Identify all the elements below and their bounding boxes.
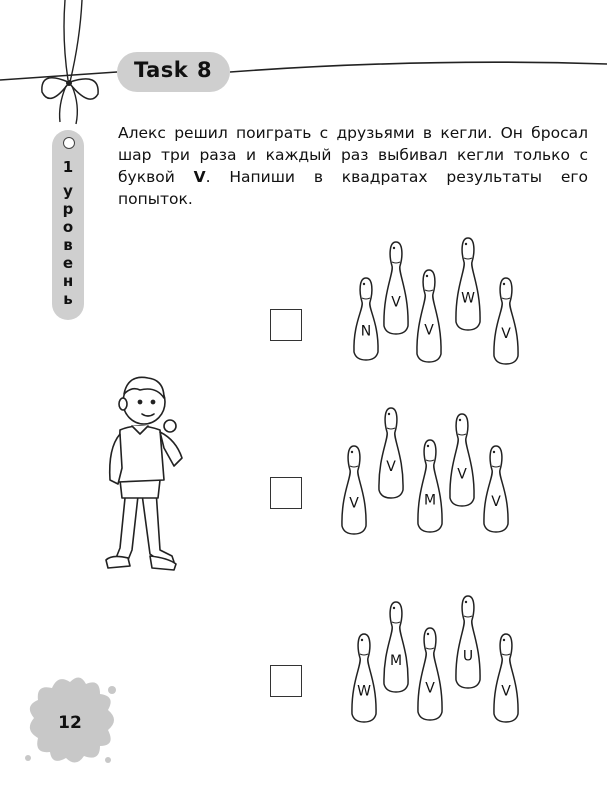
bowling-pin: [484, 446, 508, 532]
bowling-pin: [456, 596, 480, 688]
pin-letter: M: [389, 653, 403, 669]
level-letter: в: [63, 236, 73, 254]
level-number: 1: [62, 158, 74, 176]
task-instructions: [118, 122, 588, 210]
bowling-pin: [352, 634, 376, 722]
bowling-pin: [354, 278, 378, 360]
level-letter: ь: [63, 290, 73, 308]
bowling-pin: [342, 446, 366, 534]
task-number: 8: [197, 58, 212, 82]
level-letter: о: [62, 218, 74, 236]
pin-letter: V: [457, 466, 467, 483]
pin-letter: W: [461, 290, 475, 307]
level-letter: у: [63, 182, 73, 200]
pins-group-2: [335, 398, 535, 543]
pin-letter: V: [386, 459, 396, 475]
pins-group-1: [335, 230, 535, 370]
pin-letter: V: [491, 494, 501, 511]
pin-letter: N: [360, 323, 372, 340]
pin-letter: M: [423, 492, 437, 509]
level-label: [52, 158, 84, 308]
bowling-pin: [418, 628, 442, 720]
pin-letter: V: [391, 294, 401, 311]
bowling-pin: [456, 238, 480, 330]
tab-hole-icon: [63, 137, 75, 149]
answer-box[interactable]: [270, 665, 302, 697]
level-letter: н: [62, 272, 74, 290]
highlight-letter: V: [193, 168, 206, 186]
instructions-text-end: . Напиши в квадратах результаты его попыток.: [118, 168, 588, 208]
task-label: Task: [134, 58, 189, 82]
pin-letter: V: [501, 326, 511, 343]
pin-letter: V: [501, 683, 511, 700]
pin-letter: W: [357, 683, 371, 700]
boy-illustration: [98, 368, 190, 578]
bowling-pin: [384, 242, 408, 334]
answer-box[interactable]: [270, 309, 302, 341]
answer-box[interactable]: [270, 477, 302, 509]
bowling-pin: [379, 408, 403, 498]
bowling-pin: [384, 602, 408, 692]
level-letter: р: [62, 200, 74, 218]
pin-letter: V: [349, 495, 359, 512]
bowling-pin: [494, 634, 518, 722]
pin-letter: V: [425, 680, 435, 697]
bowling-pin: [418, 440, 442, 532]
pins-group-3: [335, 588, 535, 728]
bowling-pin: [494, 278, 518, 364]
page-number: 12: [58, 713, 82, 733]
instructions-text: Алекс решил поиграть с друзьями в кегли. Он бросал шар три раза и каждый раз выбивал кегли только с буквой: [118, 124, 588, 186]
bowling-pin: [417, 270, 441, 362]
pin-letter: V: [424, 322, 434, 339]
bowling-pin: [450, 414, 474, 506]
string-bow-decoration: [0, 0, 607, 130]
pin-letter: U: [462, 648, 474, 665]
level-letter: е: [62, 254, 74, 272]
